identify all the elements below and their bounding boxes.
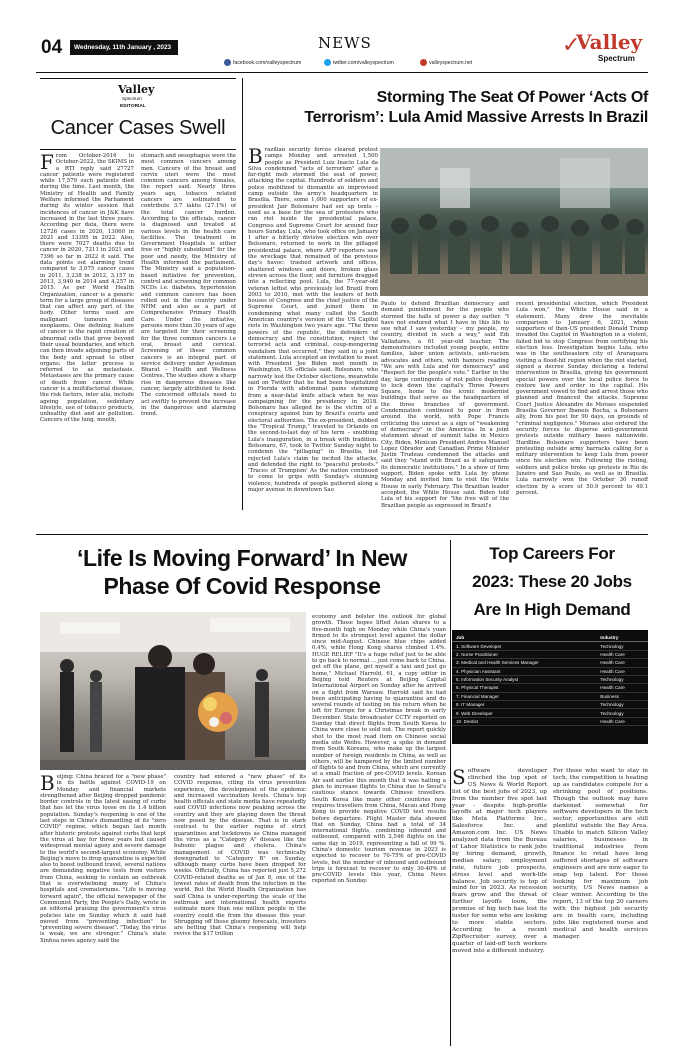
job-industry: Health Care <box>596 659 648 667</box>
social-bar <box>196 58 496 68</box>
covid-headline <box>36 544 448 600</box>
editorial-col1 <box>40 153 134 511</box>
careers-headline-line1: Top Careers For <box>489 544 615 563</box>
job-name: 8. IT Manager <box>452 701 596 709</box>
job-name: 3. Medical and Health Services Manager <box>452 659 596 667</box>
careers-dropcap: S <box>452 768 466 789</box>
covid-col1-text: eijing: China braced for a "new phase" in its battle against COVID-19 on Monday and financial markets strengthened after Beijing dropped pandemic border controls in the latest easing of curbs that has let the virus loose on its 1.4 billion population. Sunday's reopening is one of the last steps in China's dismantling of its "zero COVID" regime, which began last month after historic protests against curbs that kept the virus at bay for three years but caused widespread mental agony and severe damage to the world's second-largest economy. While Beijing's move to drop quarantine is expected also to boost outbound travel, several nations are demanding negative tests from visitors from China, seeking to contain an outbreak that is overwhelming many of China's hospitals and crematoriums. "Life is moving forward again", the official newspaper of the Communist Party, the People's Daily, wrote in an editorial praising the government's virus policies late on Sunday which it said had moved from "preventing infection" to "preventing severe disease". "Today, the virus is weak, we are stronger." China's state Xinhua news agency said the <box>40 774 166 944</box>
job-industry: Technology <box>596 642 648 650</box>
brand-logo <box>562 30 652 70</box>
table-row <box>452 709 648 717</box>
brazil-headline-line2: Terrorism’: Lula Amid Massive Arrests In Brazil <box>304 109 648 126</box>
globe-icon <box>420 59 427 66</box>
column-header-job: Job <box>452 634 596 642</box>
editorial-logo: Valley <box>118 83 155 96</box>
covid-col2-text: country had entered a "new phase" of its COVID response, citing its virus prevention experience, the development of the epidemic and increased vaccination levels. China's top health officials and state media have repeatedly said COVID infections now peaking across the country and they are playing down the threat now posed by the disease. That is in stark contrast to the earlier regime of strict quarantines and lockdowns as China managed the virus as a "Category A" disease like the bubonic plague and cholera. China's management of COVID was technically downgraded to "Category B" on Sunday, although many curbs have been dropped for weeks. Officially, China has reported just 5,272 COVID-related deaths as of Jan 8, one of the lowest rates of death from the infection in the world. But the World Health Organization has said China is under-reporting the scale of the outbreak and international health experts estimate more than one million people in the country could die from the disease this year. Shrugging off those gloomy forecasts, investors are betting that China's reopening will help revive the $17 trillion <box>174 774 306 938</box>
table-row <box>452 675 648 683</box>
table-row <box>452 684 648 692</box>
covid-headline-line2: Phase Of Covid Response <box>103 573 381 599</box>
editorial-title: Cancer Cases Swell <box>50 117 226 139</box>
job-name: 2. Nurse Practitioner <box>452 650 596 658</box>
job-name: 1. Software Developer <box>452 642 596 650</box>
brazil-col3-text: recent presidential election, which President Lula won," the White House said in a statement. Many drew the inevitable comparison to January 6, 2021, when supporters of then-US president Donald Trump invaded the Capitol in Washington in a violent, failed bid to stop Congress from certifying his election loss. Investigation begins Lula, who was in the southeastern city of Araraquara visiting a flood-hit region when the riot started, signed a decree Sunday declaring a federal intervention in Brasilia, giving his government special powers over the local police force to restore law and order in the capital. His government vowed to find and arrest those who planned and financed the attacks. Supreme Court Justice Alexandre de Moraes suspended Brasilia Governor Ibaneis Rocha, a Bolsonaro ally, from his post for 90 days, on grounds of "criminal negligence." Moraes also ordered the security forces to disperse anti-government protests outside military bases nationwide. Hardline Bolsonaro supporters have been protesting outside army barracks calling for a military intervention to keep Lula from power since his election win. Following the rioting, soldiers and police broke up protests in Rio de Janeiro and Sao Paulo, as well as in Brasilia. Lula narrowly won the October 30 runoff election by a score of 50.9 percent to 49.1 percent. <box>516 301 648 496</box>
editorial-dropcap: F <box>40 153 54 174</box>
job-industry: Technology <box>596 709 648 717</box>
careers-col2-text: For those who want to stay in tech, the competition is heating up as candidates compete for a shrinking pool of positions. Though the outlook may have darkened somewhat for software developers in the tech sector, opportunities are still plentiful outside the Bay Area. Unable to match Silicon Valley salaries, businesses in traditional industries from finance to retail have long suffered shortages of software engineers and are now eager to snap top talent. For those looking for maximum job security, US News names a clear winner. According to the report, 13 of the top 20 careers with the highest job security are in health care, including jobs like registered nurse and medical and health services manager. <box>553 768 648 940</box>
careers-col1 <box>452 768 547 1046</box>
covid-careers-divider <box>450 540 451 1046</box>
careers-table-header <box>452 634 648 642</box>
table-row <box>452 667 648 675</box>
column-header-industry: Industry <box>596 634 648 642</box>
airport-reunion-photo <box>40 612 306 770</box>
section-title: NEWS <box>318 34 372 52</box>
editorial-col2-text: stomach and oesophagus were the most common cancers among men. Cancers of the breast and cervix uteri were the most common cancers among females, the report said. Nearly three years ago, tobacco related cancers are estimated to contribute 3.7 lakhs (27.1%) of the total cancer burden. According to the officials, cancer is diagnosed and treated at various levels in the health care facilities. The treatment in Government Hospitals is either free or "highly subsidized" for the poor and needy, the Ministry of Health informed the parliament. The Ministry said a population-based initiative for prevention, control and screening for common NCDs i.e. diabetes, hypertension and common cancers has been rolled out in the country under NHM and also as a part of Comprehensive Primary Health Care. Under the initiative, persons more than 30 years of age are targeted for their screening for the three common cancers i.e oral, breast and cervical. Screening of these common cancers is an integral part of service delivery under Ayushman Bharat – Health and Wellness Centres. The studies show a sharp rise in dangerous diseases like cancer, largely attributed to food. The concerned officials need to act swiftly to prevent the increase in the dangerous and alarming trend. <box>141 153 236 418</box>
table-row <box>452 642 648 650</box>
job-name: 7. Financial Manager <box>452 692 596 700</box>
covid-col2 <box>174 774 306 1046</box>
brazil-col2 <box>381 301 509 509</box>
brazil-headline <box>248 88 648 128</box>
facebook-link[interactable]: facebook.com/valleyspectrum <box>224 58 301 68</box>
brazil-dropcap: B <box>248 147 263 168</box>
twitter-link[interactable]: twitter.com/valleyspectrum <box>324 58 394 68</box>
brazil-col2-text: Paulo to defend Brazilian democracy and demand punishment for the people who stormed the halls of power a day earlier. "I have not endured what I have in this life to see what I saw yesterday – my people, my country, divided in such a way," said Edi Valladares, a 61 year-old teacher. The demonstrators included young people, entire families, labor union activists, anti-racism advocates and others, with banners reading "We are with Lula and for democracy" and "Respect for the people's vote." Earlier in the day, large contingents of riot police deployed to lock down the capital's Three Powers Square, home to the iconic modernist buildings that serve as the headquarters of the three branches of government. Condemnation continued to pour in from around the world, with Pope Francis criticizing the unrest as a sign of "weakening of democracy" in the Americas. In a joint statement ahead of summit talks in Mexico City, Biden, Mexican President Andres Manuel Lopez Obrador and Canadian Prime Minister Justin Trudeau condemned the attacks and said they "stand with Brazil as it safeguards its democratic institutions." In a show of firm support, Biden spoke with Lula by phone Monday and invited him to visit the White House in early February. The Brazilian leader accepted, the White House said. Biden told Lula of his support for "the free will of the Brazilian people as expressed in Brazil's <box>381 301 509 509</box>
editorial-col1-text: rom October-2016 to October-2022, the SKIMS in a RTI reply said 27727 cancer patients were registered while 17,579 such patients died during the time. Last month, the Ministry of Health and Family Welfare informed the Parliament during its winter session that incidences of cancer in J&K have increased in the last three years. According per data, there were 12726 cases in 2020, 13060 in 2021 and 13395 in 2022. Also, there were 7027 deaths due to cancer in 2020, 7211 in 2021 and 7396 so far in 2022 it said. The data points out alarming trend compared to 3,075 cancer cases in 2011, 3,238 in 2012, 3,157 in 2013, 3,940 in 2014 and 4,257 in 2015. As per World Health Organization, cancer is a generic term for a large group of diseases that can affect any part of the body. Other terms used are malignant tumours and neoplasms. One defining feature of cancer is the rapid creation of abnormal cells that grow beyond their usual boundaries, and which can then invade adjoining parts of the body and spread to other organs; the latter process is referred to as metastasis. Metastases are the primary cause of death from cancer. While cancer is a multifactorial disease, the risk factors, inter alia, include ageing population, sedentary lifestyle, use of tobacco products, unhealthy diet and air pollution. Cancers of the lung, mouth, <box>40 153 134 424</box>
date-banner <box>70 40 178 55</box>
careers-col2 <box>553 768 648 1046</box>
issue-date: Wednesday, 11th January , 2023 <box>74 44 172 51</box>
editorial-col2 <box>141 153 236 511</box>
careers-table <box>452 634 648 726</box>
covid-col1 <box>40 774 166 1046</box>
job-industry: Health Care <box>596 667 648 675</box>
careers-col1-text: oftware developer clinched the top spot of US News & World Report list of the best jobs of 2023, up from the number five spot last year - despite high-profile layoffs at major tech players like Meta Platforms Inc., Salesforce Inc. and Amazon.com Inc. US News analyzed data from the Bureau of Labor Statistics to rank jobs by hiring demand, growth, median salary, employment rate, future job prospects, stress level and work-life balance. Job security is top of mind for in 2023. As recession fears grow and the threat of further layoffs loom, the promise of big tech has lost its luster for some who are looking to more stable sectors. According to a recent ZipRecruiter survey, over a quarter of laid-off tech workers moved into a different industry. <box>452 768 547 954</box>
job-industry: Technology <box>596 675 648 683</box>
table-row <box>452 717 648 725</box>
brand-name: Valley <box>576 30 643 54</box>
careers-headline <box>456 540 648 624</box>
editorial-label: EDITORIAL <box>120 104 146 109</box>
brazil-col3 <box>516 301 648 509</box>
editorial-logo-sub: Spectrum <box>122 96 142 101</box>
page-number: 04 <box>41 37 63 58</box>
riot-police-illustration <box>380 148 648 296</box>
job-industry: Health Care <box>596 717 648 725</box>
twitter-icon <box>324 59 331 66</box>
careers-table-box <box>452 630 648 744</box>
job-name: 10. Dentist <box>452 717 596 725</box>
brazil-riot-photo <box>380 148 648 296</box>
careers-headline-line3: Are In High Demand <box>473 600 631 619</box>
job-industry: Health Care <box>596 650 648 658</box>
job-name: 4. Physician Assistant <box>452 667 596 675</box>
job-industry: Health Care <box>596 684 648 692</box>
job-name: 5. Information Security Analyst <box>452 675 596 683</box>
editorial-box <box>40 78 236 150</box>
mid-rule <box>36 534 648 535</box>
brand-sub: Spectrum <box>598 54 635 63</box>
reunion-illustration <box>40 612 306 770</box>
table-row <box>452 692 648 700</box>
table-row <box>452 701 648 709</box>
covid-headline-line1: ‘Life Is Moving Forward’ In New <box>76 545 408 571</box>
job-industry: Technology <box>596 701 648 709</box>
job-name: 6. Physical Therapist <box>452 684 596 692</box>
job-industry: Business <box>596 692 648 700</box>
brazil-headline-line1: Storming The Seat Of Power ‘Acts Of <box>376 89 648 106</box>
job-name: 9. Web Developer <box>452 709 596 717</box>
editorial-divider <box>242 78 243 510</box>
brazil-col1 <box>248 147 378 509</box>
table-row <box>452 659 648 667</box>
brazil-col1-text: razilian security forces cleared protest camps Monday and arrested 1,500 people as President Luiz Inacio Lula da Silva condemned "acts of terrorism" after a far-right mob stormed the seat of power, attacking the capital. Hundreds of soldiers and police mobilized to dismantle an improvised camp outside the army's headquarters in Brasilia. There, some 1,000 supporters of ex-president Jair Bolsonaro had set up tents – used as a base for the sea of protesters who ran riot inside the presidential palace, Congress and Supreme Court for around four hours Sunday. Lula, who took office on January 1 after a bitterly divisive election win over Bolsonaro, returned to work in the pillaged presidential palace, where AFP reporters saw the wreckage that remained of the previous day's havoc: trashed artwork and offices, shattered windows and doors, broken glass strewn across the floor, and furniture dragged into a reflecting pool. Lula, the 77-year-old veteran leftist who previously led Brazil from 2003 to 2010, met with the leaders of both houses of Congress and the chief justice of the Supreme Court, and joined them in condemning what many called the South American country's version of the US Capitol riots in Washington two years ago. "The three powers of the republic, the defenders of democracy and the constitution, reject the terrorist acts and criminal, coup-mongering vandalism that occurred," they said in a joint statement. Lula accepted an invitation to meet with President Joe Biden next month in Washington, US officials said. Bolsonaro, who narrowly lost the October elections, meanwhile said on Twitter that he had been hospitalized in Florida with abdominal pains stemming from a near-fatal knife attack when he was campaigning for the presidency in 2018. Bolsonaro has alleged he is the victim of a conspiracy against him by Brazil's courts and electoral authorities. The ex-president, dubbed the "Tropical Trump," traveled to Orlando on the second-to-last day of his term – snubbing Lula's inauguration, in a break with tradition. Bolsonaro, 67, took to Twitter Sunday night to condemn the "pillaging" in Brasilia, but rejected Lula's claim he incited the attacks, and defended the right to "peaceful protests." 'Traces of Trumpism' As the nation continued to come to grips with Sunday's stunning violence, hundreds of people gathered along a major avenue in downtown Sao <box>248 147 378 494</box>
header-rule <box>36 72 648 73</box>
careers-headline-line2: 2023: These 20 Jobs <box>472 572 632 591</box>
covid-dropcap: B <box>40 774 55 795</box>
covid-col3-text: economy and bolster the outlook for global growth. Those hopes lifted Asian shares to a five-month high on Monday while China's yuan firmed to its strongest level against the dollar since mid-August. Chinese blue chips added 0.4%, while Hong Kong shares climbed 1.4%. HUGE RELIEF "It's a huge relief just to be able to go back to normal ... just come back to China, get off the plane, get myself a taxi and just go home," Michael Harrold, 61, a copy editor in Beijing told Reuters at Beijing Capital International Airport on Sunday after he arrived on a flight from Warsaw. Harrold said he had been anticipating having to quarantine and do several rounds of testing on his return when he left for Europe for a Christmas break in early December. State broadcaster CCTV reported on Sunday that direct flights from South Korea to China were close to sold out. The report quickly shot to the most read item on Chinese social media site Weibo. However, a spike in demand from South Koreans, who make up the largest number of foreign residents in China, as well as others, will be hampered by the limited number of flights to and from China, which are currently at a small fraction of pre-COVID levels. Korean Air said earlier this month that it was halting a plan to increase flights to China due to Seoul's cautious stance towards Chinese travellers. South Korea like many other countries now requires travellers from China, Macau and Hong Kong to provide negative COVID test results before departure. Flight Master data showed that on Sunday, China had a total of 34 international flights, combining inbound and outbound, compared with 2,546 flights on the same day in 2019, representing a fall of 99 %. China's domestic tourism revenue in 2023 is expected to recover to 70-75% of pre-COVID levels, but the number of inbound and outbound trips is forecast to recover to only 30-40% of pre-COVID levels this year, China News reported on Sunday. <box>312 614 446 885</box>
table-row <box>452 650 648 658</box>
website-link[interactable]: valleyspectrum.net <box>420 58 472 68</box>
facebook-icon <box>224 59 231 66</box>
covid-col3 <box>312 614 446 1046</box>
logo-check-icon: ✓ <box>562 33 581 58</box>
